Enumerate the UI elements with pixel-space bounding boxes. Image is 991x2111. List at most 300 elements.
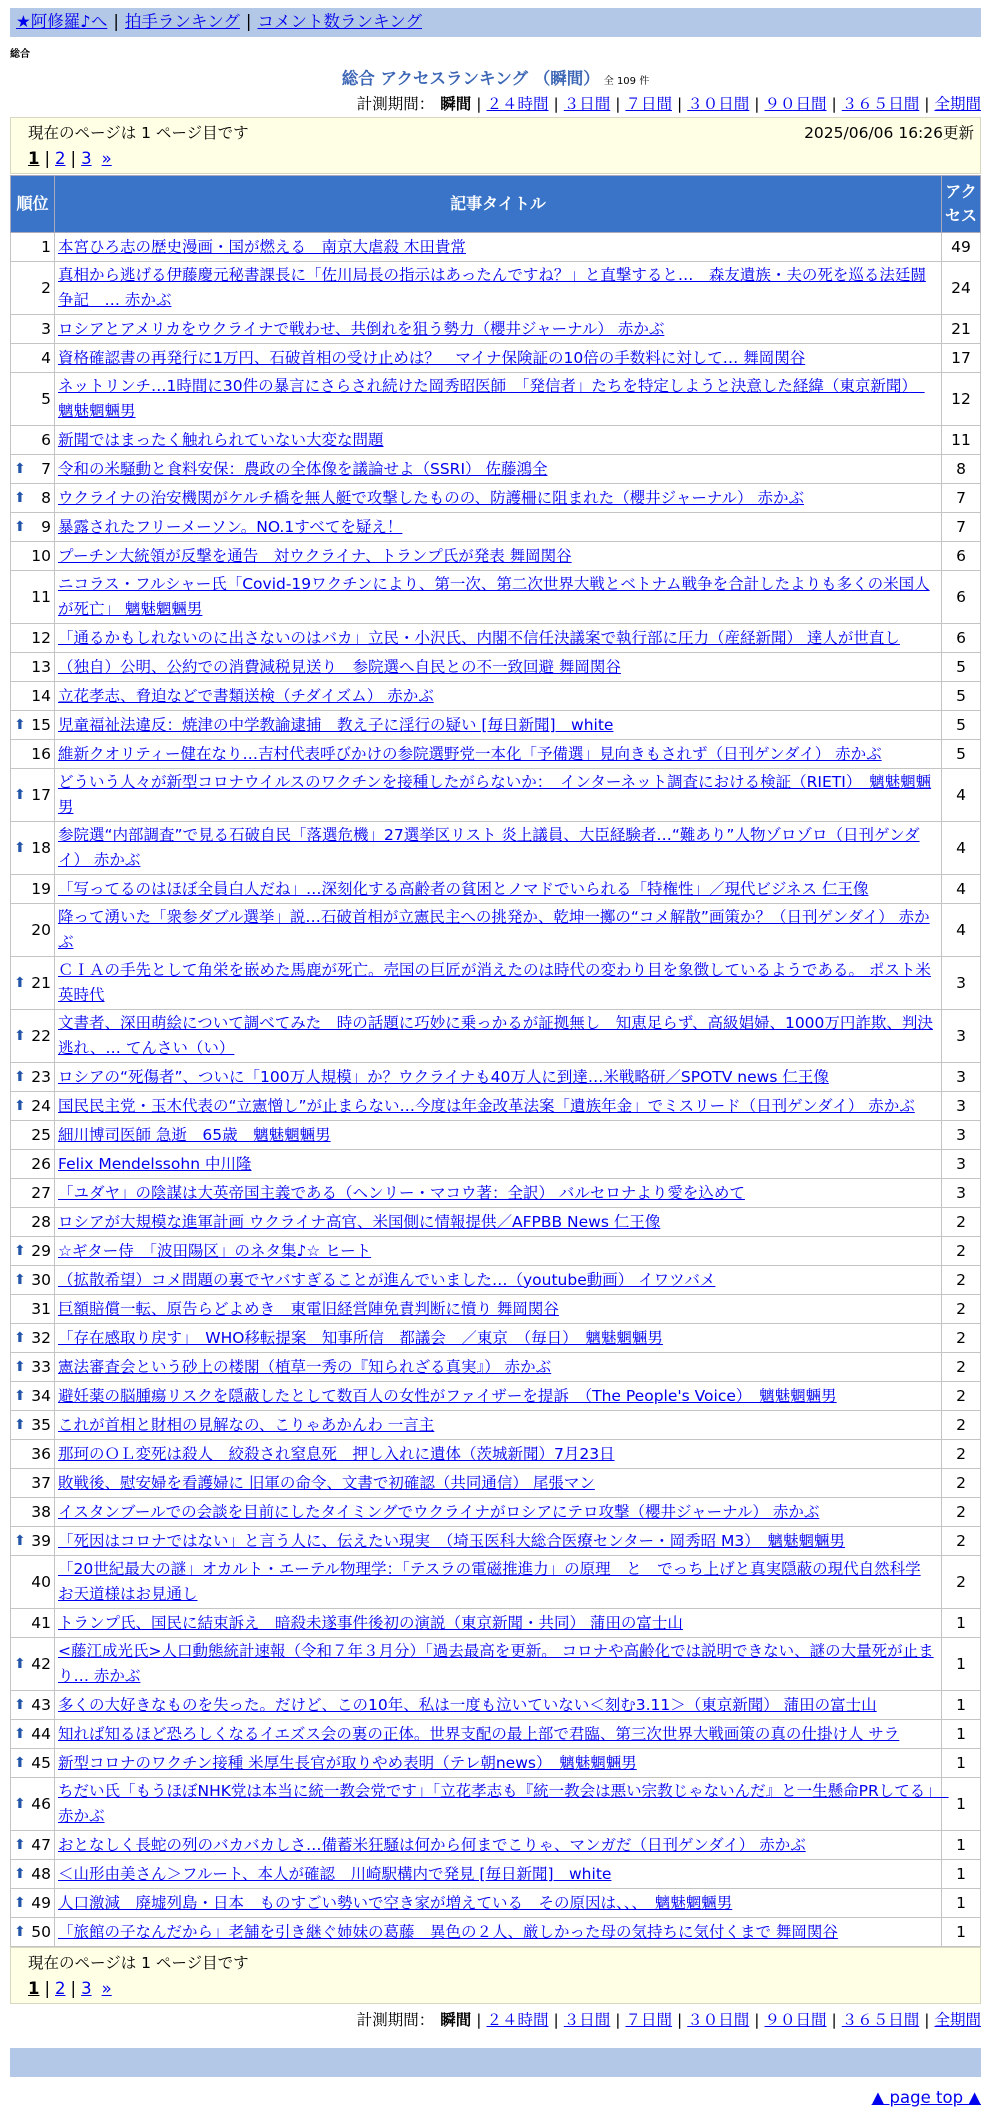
up-arrow-icon: ⬆ <box>14 1655 26 1672</box>
rank-number: 36 <box>31 1444 51 1463</box>
up-arrow-icon: ⬆ <box>14 1532 26 1549</box>
access-count: 1 <box>942 1918 981 1947</box>
article-link[interactable]: 人口激減 廃墟列島・日本 ものすごい勢いで空き家が増えている その原因は、、、 魑魅魍魎男 <box>58 1893 733 1912</box>
table-row <box>11 682 981 711</box>
rank-cell <box>11 571 55 624</box>
rank-number: 35 <box>31 1415 51 1434</box>
rank-cell <box>11 1469 55 1498</box>
title-cell <box>55 1918 942 1947</box>
table-row <box>11 455 981 484</box>
rank-cell <box>11 455 55 484</box>
rank-cell <box>11 1411 55 1440</box>
table-row <box>11 1092 981 1121</box>
rank-cell <box>11 822 55 875</box>
table-row <box>11 484 981 513</box>
title-cell <box>55 1720 942 1749</box>
period-separator: | <box>831 95 837 113</box>
article-link[interactable]: ＣＩＡの手先として角栄を嵌めた馬鹿が死亡。売国の巨匠が消えたのは時代の変わり目を象徴しているようである。 ポスト米英時代 <box>58 961 931 1004</box>
pager-next-link[interactable]: » <box>101 1979 112 1998</box>
article-link[interactable]: 「写ってるのはほぼ全員白人だね」…深刻化する高齢者の貧困とノマドでいられる「特権性」／現代ビジネス 仁王像 <box>58 879 869 898</box>
rank-number: 41 <box>31 1613 51 1632</box>
title-cell <box>55 1382 942 1411</box>
pager-page-link[interactable]: 2 <box>55 149 66 168</box>
rank-number: 6 <box>41 430 51 449</box>
article-link[interactable]: 細川博司医師 急逝 65歳 魑魅魍魎男 <box>58 1125 331 1144</box>
article-link[interactable]: 暴露されたフリーメーソン。NO.1すべてを疑え！ <box>58 517 403 536</box>
pager-separator: | <box>70 1979 77 1998</box>
rank-cell <box>11 653 55 682</box>
article-link[interactable]: ロシアの“死傷者”、ついに「100万人規模」か？ウクライナも40万人に到達…米戦略研／SPOTV news 仁王像 <box>58 1067 829 1086</box>
access-count: 4 <box>942 875 981 904</box>
current-page-text-footer: 現在のページは 1 ページ目です <box>28 1954 249 1972</box>
article-link[interactable]: 本宮ひろ志の歴史漫画・国が燃える 南京大虐殺 木田貴常 <box>58 237 466 256</box>
rank-cell <box>11 1324 55 1353</box>
rank-number: 14 <box>31 686 51 705</box>
period-separator: | <box>924 2011 930 2029</box>
table-row <box>11 740 981 769</box>
article-link[interactable]: 参院選“内部調査”で見る石破自民「落選危機」27選挙区リスト 炎上議員、大臣経験者…“難あり”人物ゾロゾロ（日刊ゲンダイ） 赤かぶ <box>58 826 920 869</box>
total-count: 全 109 件 <box>603 76 650 87</box>
comment-ranking-link[interactable]: コメント数ランキング <box>257 12 422 31</box>
access-count: 2 <box>942 1440 981 1469</box>
article-link[interactable]: ロシアとアメリカをウクライナで戦わせ、共倒れを狙う勢力（櫻井ジャーナル） 赤かぶ <box>58 319 665 338</box>
rank-number: 5 <box>41 389 51 408</box>
title-cell <box>55 426 942 455</box>
period-separator: | <box>476 2011 482 2029</box>
article-link[interactable]: 「ユダヤ」の陰謀は大英帝国主義である（ヘンリー・マコウ著：全訳） バルセロナより愛を込めて <box>58 1183 745 1202</box>
period-label: 計測期間： <box>356 2011 435 2029</box>
access-count: 6 <box>942 571 981 624</box>
access-count: 12 <box>942 373 981 426</box>
rank-cell <box>11 426 55 455</box>
article-link[interactable]: 巨額賠償一転、原告らどよめき 東電旧経営陣免責判断に憤り 舞岡関谷 <box>58 1299 559 1318</box>
title-cell <box>55 1469 942 1498</box>
article-link[interactable]: 「旅館の子なんだから」老舗を引き継ぐ姉妹の葛藤 異色の２人、厳しかった母の気持ちに気付くまで 舞岡関谷 <box>58 1922 838 1941</box>
rank-number: 3 <box>41 319 51 338</box>
article-link[interactable]: 「死因はコロナではない」と言う人に、伝えたい現実 （埼玉医科大総合医療センター・岡秀昭 M3） 魑魅魍魎男 <box>58 1531 846 1550</box>
article-link[interactable]: 「存在感取り戻す」 WHO移転提案 知事所信 都議会 ／東京 （毎日） 魑魅魍魎男 <box>58 1328 663 1347</box>
article-link[interactable]: イスタンブールでの会談を目前にしたタイミングでウクライナがロシアにテロ攻撃（櫻井ジャーナル） 赤かぶ <box>58 1502 820 1521</box>
title-cell <box>55 1556 942 1609</box>
pager-page-link[interactable]: 3 <box>81 149 92 168</box>
count-header: アクセス <box>942 176 981 233</box>
title-cell <box>55 1324 942 1353</box>
article-link[interactable]: プーチン大統領が反撃を通告 対ウクライナ、トランプ氏が発表 舞岡関谷 <box>58 546 572 565</box>
article-link[interactable]: （拡散希望）コメ問題の裏でヤバすぎることが進んでいました…（youtube動画） イワツバメ <box>58 1270 716 1289</box>
nav-separator: | <box>113 12 119 31</box>
rank-cell <box>11 957 55 1010</box>
rank-number: 50 <box>31 1922 51 1941</box>
title-cell <box>55 1860 942 1889</box>
article-link[interactable]: 令和の米騒動と食料安保：農政の全体像を議論せよ（SSRI） 佐藤鴻全 <box>58 459 548 478</box>
article-link[interactable]: 国民民主党・玉木代表の“立憲憎し”が止まらない…今度は年金改革法案「遺族年金」でミスリード（日刊ゲンダイ） 赤かぶ <box>58 1096 915 1115</box>
rank-number: 21 <box>31 973 51 992</box>
article-link[interactable]: 降って湧いた「衆参ダブル選挙」説…石破首相が立憲民主への挑発か、乾坤一擲の“コメ解散”画策か？（日刊ゲンダイ） 赤かぶ <box>58 908 930 951</box>
access-count: 11 <box>942 426 981 455</box>
period-separator: | <box>553 2011 559 2029</box>
rank-cell <box>11 1353 55 1382</box>
pager-current-page: 1 <box>28 1979 40 1998</box>
rank-cell <box>11 1092 55 1121</box>
home-link[interactable]: ★阿修羅♪へ <box>16 12 108 31</box>
access-count: 1 <box>942 1749 981 1778</box>
article-link[interactable]: 那珂のＯＬ変死は殺人 絞殺され窒息死 押し入れに遺体（茨城新聞）7月23日 <box>58 1444 615 1463</box>
title-cell <box>55 1749 942 1778</box>
article-link[interactable]: これが首相と財相の見解なの、こりゃあかんわ 一言主 <box>58 1415 435 1434</box>
access-count: 21 <box>942 315 981 344</box>
page-top-container <box>10 2085 981 2111</box>
rank-number: 19 <box>31 879 51 898</box>
article-link[interactable]: 維新クオリティー健在なり…吉村代表呼びかけの参院選野党一本化「予備選」見向きもされず（日刊ゲンダイ） 赤かぶ <box>58 744 882 763</box>
access-count: 4 <box>942 904 981 957</box>
rank-cell <box>11 1691 55 1720</box>
table-row <box>11 1498 981 1527</box>
pager-separator: | <box>44 149 51 168</box>
period-separator: | <box>754 95 760 113</box>
article-link[interactable]: 真相から逃げる伊藤慶元秘書課長に「佐川局長の指示はあったんですね？」と直撃すると… 森友遺族・夫の死を巡る法廷闘争記 … 赤かぶ <box>58 266 926 309</box>
rank-number: 34 <box>31 1386 51 1405</box>
up-arrow-icon: ⬆ <box>14 1795 26 1812</box>
rank-number: 9 <box>41 517 51 536</box>
table-row <box>11 344 981 373</box>
table-row <box>11 1831 981 1860</box>
period-link[interactable]: ９０日間 <box>764 2011 827 2029</box>
article-link[interactable]: ちだい氏「もうほぼNHK党は本当に統一教会党です」「立花孝志も『統一教会は悪い宗教じゃないんだ』と一生懸命PRしてる」 赤かぶ <box>58 1782 949 1825</box>
table-row <box>11 769 981 822</box>
pager-separator: | <box>70 149 77 168</box>
rank-number: 24 <box>31 1096 51 1115</box>
access-count: 3 <box>942 1010 981 1063</box>
access-count: 3 <box>942 1092 981 1121</box>
pager-footer <box>28 1976 974 2002</box>
period-separator: | <box>476 95 482 113</box>
rank-cell <box>11 1266 55 1295</box>
rank-number: 2 <box>41 278 51 297</box>
article-link[interactable]: どういう人々が新型コロナウイルスのワクチンを接種したがらないか： インターネット調査における検証（RIETI） 魑魅魍魎男 <box>58 773 932 816</box>
title-cell <box>55 1010 942 1063</box>
page-info <box>10 117 981 174</box>
article-link[interactable]: Felix Mendelssohn 中川隆 <box>58 1154 252 1173</box>
access-count: 1 <box>942 1609 981 1638</box>
title-cell <box>55 1498 942 1527</box>
article-link[interactable]: 敗戦後、慰安婦を看護婦に 旧軍の命令、文書で初確認（共同通信） 尾張マン <box>58 1473 595 1492</box>
period-separator: | <box>831 2011 837 2029</box>
updated-timestamp: 2025/06/06 16:26更新 <box>804 124 974 142</box>
period-separator: | <box>553 95 559 113</box>
rank-number: 47 <box>31 1835 51 1854</box>
pager-page-link[interactable]: 3 <box>81 1979 92 1998</box>
up-arrow-icon: ⬆ <box>14 1836 26 1853</box>
rank-number: 48 <box>31 1864 51 1883</box>
table-row <box>11 1353 981 1382</box>
table-row <box>11 315 981 344</box>
period-separator: | <box>677 95 683 113</box>
period-link[interactable]: ３６５日間 <box>841 2011 920 2029</box>
article-link[interactable]: 「20世紀最大の謎」オカルト・エーテル物理学：「テスラの電磁推進力」の原理 と でっち上げと真実隠蔽の現代自然科学 お天道様はお見通し <box>58 1560 921 1603</box>
page-info-footer <box>10 1947 981 2004</box>
rank-number: 44 <box>31 1724 51 1743</box>
rank-number: 11 <box>31 587 51 606</box>
access-count: 2 <box>942 1527 981 1556</box>
access-count: 5 <box>942 711 981 740</box>
article-link[interactable]: おとなしく長蛇の列のバカバカしさ…備蓄米狂騒は何から何までこりゃ、マンガだ（日刊ゲンダイ） 赤かぶ <box>58 1835 806 1854</box>
rank-number: 37 <box>31 1473 51 1492</box>
rank-number: 33 <box>31 1357 51 1376</box>
rank-number: 7 <box>41 459 51 478</box>
table-row <box>11 1121 981 1150</box>
table-row <box>11 1063 981 1092</box>
table-row <box>11 822 981 875</box>
pager-page-link[interactable]: 2 <box>55 1979 66 1998</box>
access-count: 17 <box>942 344 981 373</box>
period-link[interactable]: ３０日間 <box>687 95 750 113</box>
rank-cell <box>11 1237 55 1266</box>
up-arrow-icon: ⬆ <box>14 1242 26 1259</box>
table-row <box>11 875 981 904</box>
table-row <box>11 1179 981 1208</box>
rank-cell <box>11 1063 55 1092</box>
access-count: 2 <box>942 1208 981 1237</box>
period-selector <box>10 93 981 115</box>
article-link[interactable]: <藤江成光氏>人口動態統計速報（令和７年３月分）「過去最高を更新。 コロナや高齢化では説明できない、謎の大量死が止まり… 赤かぶ <box>58 1642 934 1685</box>
access-count: 2 <box>942 1266 981 1295</box>
access-count: 4 <box>942 769 981 822</box>
rank-number: 20 <box>31 920 51 939</box>
up-arrow-icon: ⬆ <box>14 1387 26 1404</box>
period-link[interactable]: ３日間 <box>563 95 611 113</box>
pager-separator: | <box>44 1979 51 1998</box>
rank-number: 18 <box>31 838 51 857</box>
access-count: 5 <box>942 653 981 682</box>
article-link[interactable]: 新型コロナのワクチン接種 米厚生長官が取りやめ表明（テレ朝news） 魑魅魍魎男 <box>58 1753 637 1772</box>
rank-cell <box>11 1889 55 1918</box>
access-count: 2 <box>942 1556 981 1609</box>
article-link[interactable]: 立花孝志、脅迫などで書類送検（チダイズム） 赤かぶ <box>58 686 434 705</box>
access-count: 1 <box>942 1860 981 1889</box>
article-link[interactable]: ＜山形由美さん＞フルート、本人が確認 川崎駅構内で発見 [毎日新聞] white <box>58 1864 612 1883</box>
access-count: 7 <box>942 484 981 513</box>
rank-number: 40 <box>31 1572 51 1591</box>
period-separator: | <box>615 95 621 113</box>
article-link[interactable]: 避妊薬の脳腫瘍リスクを隠蔽したとして数百人の女性がファイザーを提訴 （The People's Voice） 魑魅魍魎男 <box>58 1386 837 1405</box>
rank-cell <box>11 1179 55 1208</box>
period-link[interactable]: ３０日間 <box>687 2011 750 2029</box>
title-cell <box>55 682 942 711</box>
title-cell <box>55 1527 942 1556</box>
access-count: 2 <box>942 1469 981 1498</box>
period-link[interactable]: ７日間 <box>625 95 672 113</box>
period-link[interactable]: ２４時間 <box>486 2011 549 2029</box>
table-row <box>11 904 981 957</box>
rank-cell <box>11 875 55 904</box>
article-link[interactable]: 新聞ではまったく触れられていない大変な問題 <box>58 430 384 449</box>
pager-next-link[interactable]: » <box>101 149 112 168</box>
table-row <box>11 1411 981 1440</box>
rank-cell <box>11 1609 55 1638</box>
rank-cell <box>11 484 55 513</box>
access-count: 2 <box>942 1498 981 1527</box>
title-cell <box>55 1179 942 1208</box>
period-link[interactable]: ７日間 <box>625 2011 672 2029</box>
up-arrow-icon: ⬆ <box>14 1894 26 1911</box>
up-arrow-icon: ⬆ <box>14 1027 26 1044</box>
table-row <box>11 262 981 315</box>
rank-cell <box>11 740 55 769</box>
article-link[interactable]: ネットリンチ…1時間に30件の暴言にさらされ続けた岡秀昭医師 「発信者」たちを特定しようと決意した経緯（東京新聞） 魑魅魍魎男 <box>58 377 925 420</box>
table-row <box>11 513 981 542</box>
ranking-title-text: 総合 アクセスランキング （瞬間） <box>341 69 600 88</box>
rank-number: 8 <box>41 488 51 507</box>
title-cell <box>55 711 942 740</box>
article-link[interactable]: 児童福祉法違反：焼津の中学教諭逮捕 教え子に淫行の疑い [毎日新聞] white <box>58 715 614 734</box>
article-link[interactable]: トランプ氏、国民に結束訴え 暗殺未遂事件後初の演説（東京新聞・共同） 蒲田の富士山 <box>58 1613 683 1632</box>
title-cell <box>55 1266 942 1295</box>
current-page-text: 現在のページは 1 ページ目です <box>28 124 249 142</box>
title-cell <box>55 1778 949 1831</box>
access-count: 5 <box>942 682 981 711</box>
access-count: 3 <box>942 957 981 1010</box>
rank-cell <box>11 373 55 426</box>
period-link[interactable]: ３日間 <box>563 2011 611 2029</box>
access-count: 4 <box>942 822 981 875</box>
period-link[interactable]: ９０日間 <box>764 95 827 113</box>
rank-number: 10 <box>31 546 51 565</box>
article-link[interactable]: 憲法審査会という砂上の楼閣（植草一秀の『知られざる真実』） 赤かぶ <box>58 1357 552 1376</box>
table-row <box>11 1208 981 1237</box>
access-count: 6 <box>942 624 981 653</box>
table-row <box>11 1324 981 1353</box>
table-row <box>11 1918 981 1947</box>
rank-cell <box>11 1295 55 1324</box>
article-link[interactable]: （独自）公明、公約での消費減税見送り 参院選へ自民との不一致回避 舞岡関谷 <box>58 657 621 676</box>
access-count: 2 <box>942 1295 981 1324</box>
article-link[interactable]: 知れば知るほど恐ろしくなるイエズス会の裏の正体。世界支配の最上部で君臨、第三次世界大戦画策の真の仕掛け人 サラ <box>58 1724 900 1743</box>
rank-cell <box>11 1498 55 1527</box>
rank-number: 39 <box>31 1531 51 1550</box>
article-link[interactable]: 文書者、深田萌絵について調べてみた 時の話題に巧妙に乗っかるが証拠無し 知恵足らず、高級娼婦、1000万円詐欺、判決逃れ、… てんさい（い） <box>58 1014 933 1057</box>
title-cell <box>55 1831 942 1860</box>
pager-spacer <box>92 149 102 168</box>
table-row <box>11 1778 981 1831</box>
table-row <box>11 1609 981 1638</box>
period-link[interactable]: ３６５日間 <box>841 95 920 113</box>
pager-spacer <box>92 1979 102 1998</box>
table-row <box>11 1749 981 1778</box>
title-cell <box>55 373 942 426</box>
rank-cell <box>11 1382 55 1411</box>
rank-cell <box>11 542 55 571</box>
table-row <box>11 1010 981 1063</box>
rank-number: 12 <box>31 628 51 647</box>
access-count: 7 <box>942 513 981 542</box>
rank-cell <box>11 233 55 262</box>
access-count: 5 <box>942 740 981 769</box>
period-current: 瞬間 <box>440 95 472 113</box>
rank-number: 31 <box>31 1299 51 1318</box>
title-cell <box>55 957 942 1010</box>
period-link[interactable]: ２４時間 <box>486 95 549 113</box>
up-arrow-icon: ⬆ <box>14 1923 26 1940</box>
rank-number: 46 <box>31 1794 51 1813</box>
rank-cell <box>11 1556 55 1609</box>
rank-number: 38 <box>31 1502 51 1521</box>
access-count: 6 <box>942 542 981 571</box>
table-row <box>11 1860 981 1889</box>
title-cell <box>55 542 942 571</box>
title-cell <box>55 1691 942 1720</box>
rank-number: 1 <box>41 237 51 256</box>
rank-number: 13 <box>31 657 51 676</box>
rank-cell <box>11 1010 55 1063</box>
rank-number: 25 <box>31 1125 51 1144</box>
article-link[interactable]: 多くの大好きなものを失った。だけど、この10年、私は一度も泣いていない＜刻む3.11＞（東京新聞） 蒲田の富士山 <box>58 1695 877 1714</box>
title-header: 記事タイトル <box>55 176 942 233</box>
title-cell <box>55 571 942 624</box>
article-link[interactable]: 資格確認書の再発行に1万円、石破首相の受け止めは？ マイナ保険証の10倍の手数料に対して… 舞岡関谷 <box>58 348 806 367</box>
article-link[interactable]: ☆ギター侍 「波田陽区」のネタ集♪☆ ヒート <box>58 1241 372 1260</box>
period-label: 計測期間： <box>356 95 435 113</box>
rank-number: 49 <box>31 1893 51 1912</box>
access-count: 1 <box>942 1720 981 1749</box>
table-row <box>11 1638 981 1691</box>
title-cell <box>55 1440 942 1469</box>
access-count: 3 <box>942 1121 981 1150</box>
table-row <box>11 1237 981 1266</box>
title-cell <box>55 904 942 957</box>
rank-cell <box>11 682 55 711</box>
ranking-title <box>10 68 981 90</box>
up-arrow-icon: ⬆ <box>14 1068 26 1085</box>
title-cell <box>55 1638 942 1691</box>
period-separator: | <box>677 2011 683 2029</box>
title-cell <box>55 315 942 344</box>
up-arrow-icon: ⬆ <box>14 1329 26 1346</box>
article-link[interactable]: ニコラス・フルシャー氏「Covid-19ワクチンにより、第一次、第二次世界大戦とベトナム戦争を合計したよりも多くの米国人が死亡」 魑魅魍魎男 <box>58 575 930 618</box>
period-link[interactable]: 全期間 <box>934 95 981 113</box>
category-label: 総合 <box>10 49 30 60</box>
clap-ranking-link[interactable]: 拍手ランキング <box>124 12 240 31</box>
table-row <box>11 571 981 624</box>
period-link[interactable]: 全期間 <box>934 2011 981 2029</box>
table-row <box>11 1720 981 1749</box>
up-arrow-icon: ⬆ <box>14 974 26 991</box>
pager <box>28 146 974 172</box>
period-selector-footer <box>10 2009 981 2031</box>
article-link[interactable]: ロシアが大規模な進軍計画 ウクライナ高官、米国側に情報提供／AFPBB News 仁王像 <box>58 1212 661 1231</box>
access-count: 49 <box>942 233 981 262</box>
article-link[interactable]: ウクライナの治安機関がケルチ橋を無人艇で攻撃したものの、防護柵に阻まれた（櫻井ジャーナル） 赤かぶ <box>58 488 804 507</box>
rank-number: 30 <box>31 1270 51 1289</box>
nav-separator: | <box>245 12 252 31</box>
access-count: 1 <box>942 1638 981 1691</box>
rank-cell <box>11 711 55 740</box>
access-count: 2 <box>942 1353 981 1382</box>
up-arrow-icon: ⬆ <box>14 518 26 535</box>
period-separator: | <box>924 95 930 113</box>
table-row <box>11 1266 981 1295</box>
rank-number: 17 <box>31 785 51 804</box>
page-top-link[interactable]: ▲ page top ▲ <box>871 2088 981 2107</box>
access-count: 2 <box>942 1411 981 1440</box>
access-count: 1 <box>942 1889 981 1918</box>
up-arrow-icon: ⬆ <box>14 489 26 506</box>
rank-number: 16 <box>31 744 51 763</box>
period-separator: | <box>754 2011 760 2029</box>
access-count: 24 <box>942 262 981 315</box>
rank-number: 28 <box>31 1212 51 1231</box>
up-arrow-icon: ⬆ <box>14 1725 26 1742</box>
article-link[interactable]: 「通るかもしれないのに出さないのはバカ」立民・小沢氏、内閣不信任決議案で執行部に圧力（産経新聞） 達人が世直し <box>58 628 900 647</box>
